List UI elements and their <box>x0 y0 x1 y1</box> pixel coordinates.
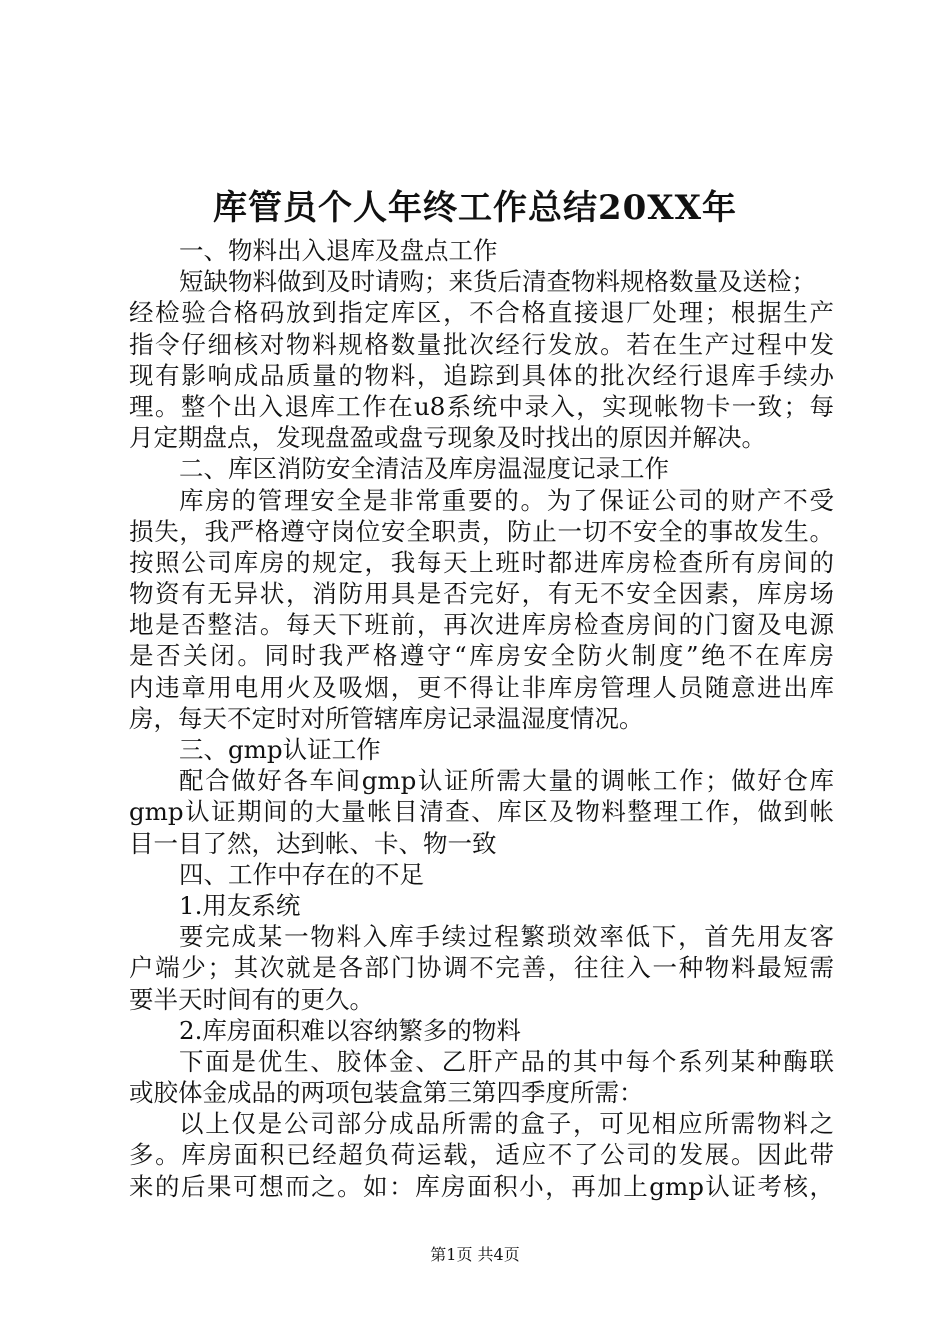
text-line: 1.用友系统 <box>179 890 301 920</box>
text-line: 物资有无异状，消防用具是否完好，有无不安全因素，库房场 <box>129 579 834 609</box>
text-line: 要半天时间有的更久。 <box>129 984 374 1014</box>
text-line: 配合做好各车间gmp认证所需大量的调帐工作；做好仓库 <box>179 766 834 796</box>
text-line: 按照公司库房的规定，我每天上班时都进库房检查所有房间的 <box>129 547 834 577</box>
text-line: 户端少；其次就是各部门协调不完善，往往入一种物料最短需 <box>129 953 834 983</box>
text-line: 内违章用电用火及吸烟，更不得让非库房管理人员随意进出库 <box>129 672 834 702</box>
text-line: 要完成某一物料入库手续过程繁琐效率低下，首先用友客 <box>179 922 834 952</box>
text-line: 一、物料出入退库及盘点工作 <box>179 236 498 265</box>
text-line: 经检验合格码放到指定库区，不合格直接退厂处理；根据生产 <box>129 298 834 328</box>
text-line: 损失，我严格遵守岗位安全职责，防止一切不安全的事故发生。 <box>129 516 834 546</box>
text-line: 目一目了然，达到帐、卡、物一致 <box>129 828 497 858</box>
text-line: 理。整个出入退库工作在u8系统中录入，实现帐物卡一致；每 <box>129 391 834 421</box>
document-body <box>129 235 834 1202</box>
text-line: 库房的管理安全是非常重要的。为了保证公司的财产不受 <box>179 485 834 515</box>
text-line: 指令仔细核对物料规格数量批次经行发放。若在生产过程中发 <box>129 329 834 359</box>
text-line: 房，每天不定时对所管辖库房记录温湿度情况。 <box>129 703 644 733</box>
text-line: 是否关闭。同时我严格遵守“库房安全防火制度”绝不在库房 <box>129 641 834 671</box>
page-footer: 第1页 共4页 <box>430 1245 520 1264</box>
text-line: 2.库房面积难以容纳繁多的物料 <box>179 1015 521 1045</box>
text-line: 地是否整洁。每天下班前，再次进库房检查房间的门窗及电源 <box>129 610 834 640</box>
text-line: 二、库区消防安全清洁及库房温湿度记录工作 <box>179 454 669 484</box>
text-line: 三、gmp认证工作 <box>179 735 381 764</box>
text-line: 四、工作中存在的不足 <box>179 859 424 889</box>
text-line: 或胶体金成品的两项包装盒第三第四季度所需： <box>129 1078 644 1108</box>
text-line: gmp认证期间的大量帐目清查、库区及物料整理工作，做到帐 <box>129 797 834 827</box>
text-line: 月定期盘点，发现盘盈或盘亏现象及时找出的原因并解决。 <box>129 423 766 453</box>
text-line: 多。库房面积已经超负荷运载，适应不了公司的发展。因此带 <box>129 1140 834 1170</box>
text-line: 以上仅是公司部分成品所需的盒子，可见相应所需物料之 <box>179 1109 834 1139</box>
text-line: 短缺物料做到及时请购；来货后清查物料规格数量及送检； <box>179 267 816 297</box>
text-line: 现有影响成品质量的物料，追踪到具体的批次经行退库手续办 <box>129 360 834 390</box>
text-line: 下面是优生、胶体金、乙肝产品的其中每个系列某种酶联 <box>179 1046 834 1076</box>
document-title: 库管员个人年终工作总结20XX年 <box>212 188 738 228</box>
text-line: 来的后果可想而之。如：库房面积小，再加上gmp认证考核， <box>129 1171 834 1201</box>
